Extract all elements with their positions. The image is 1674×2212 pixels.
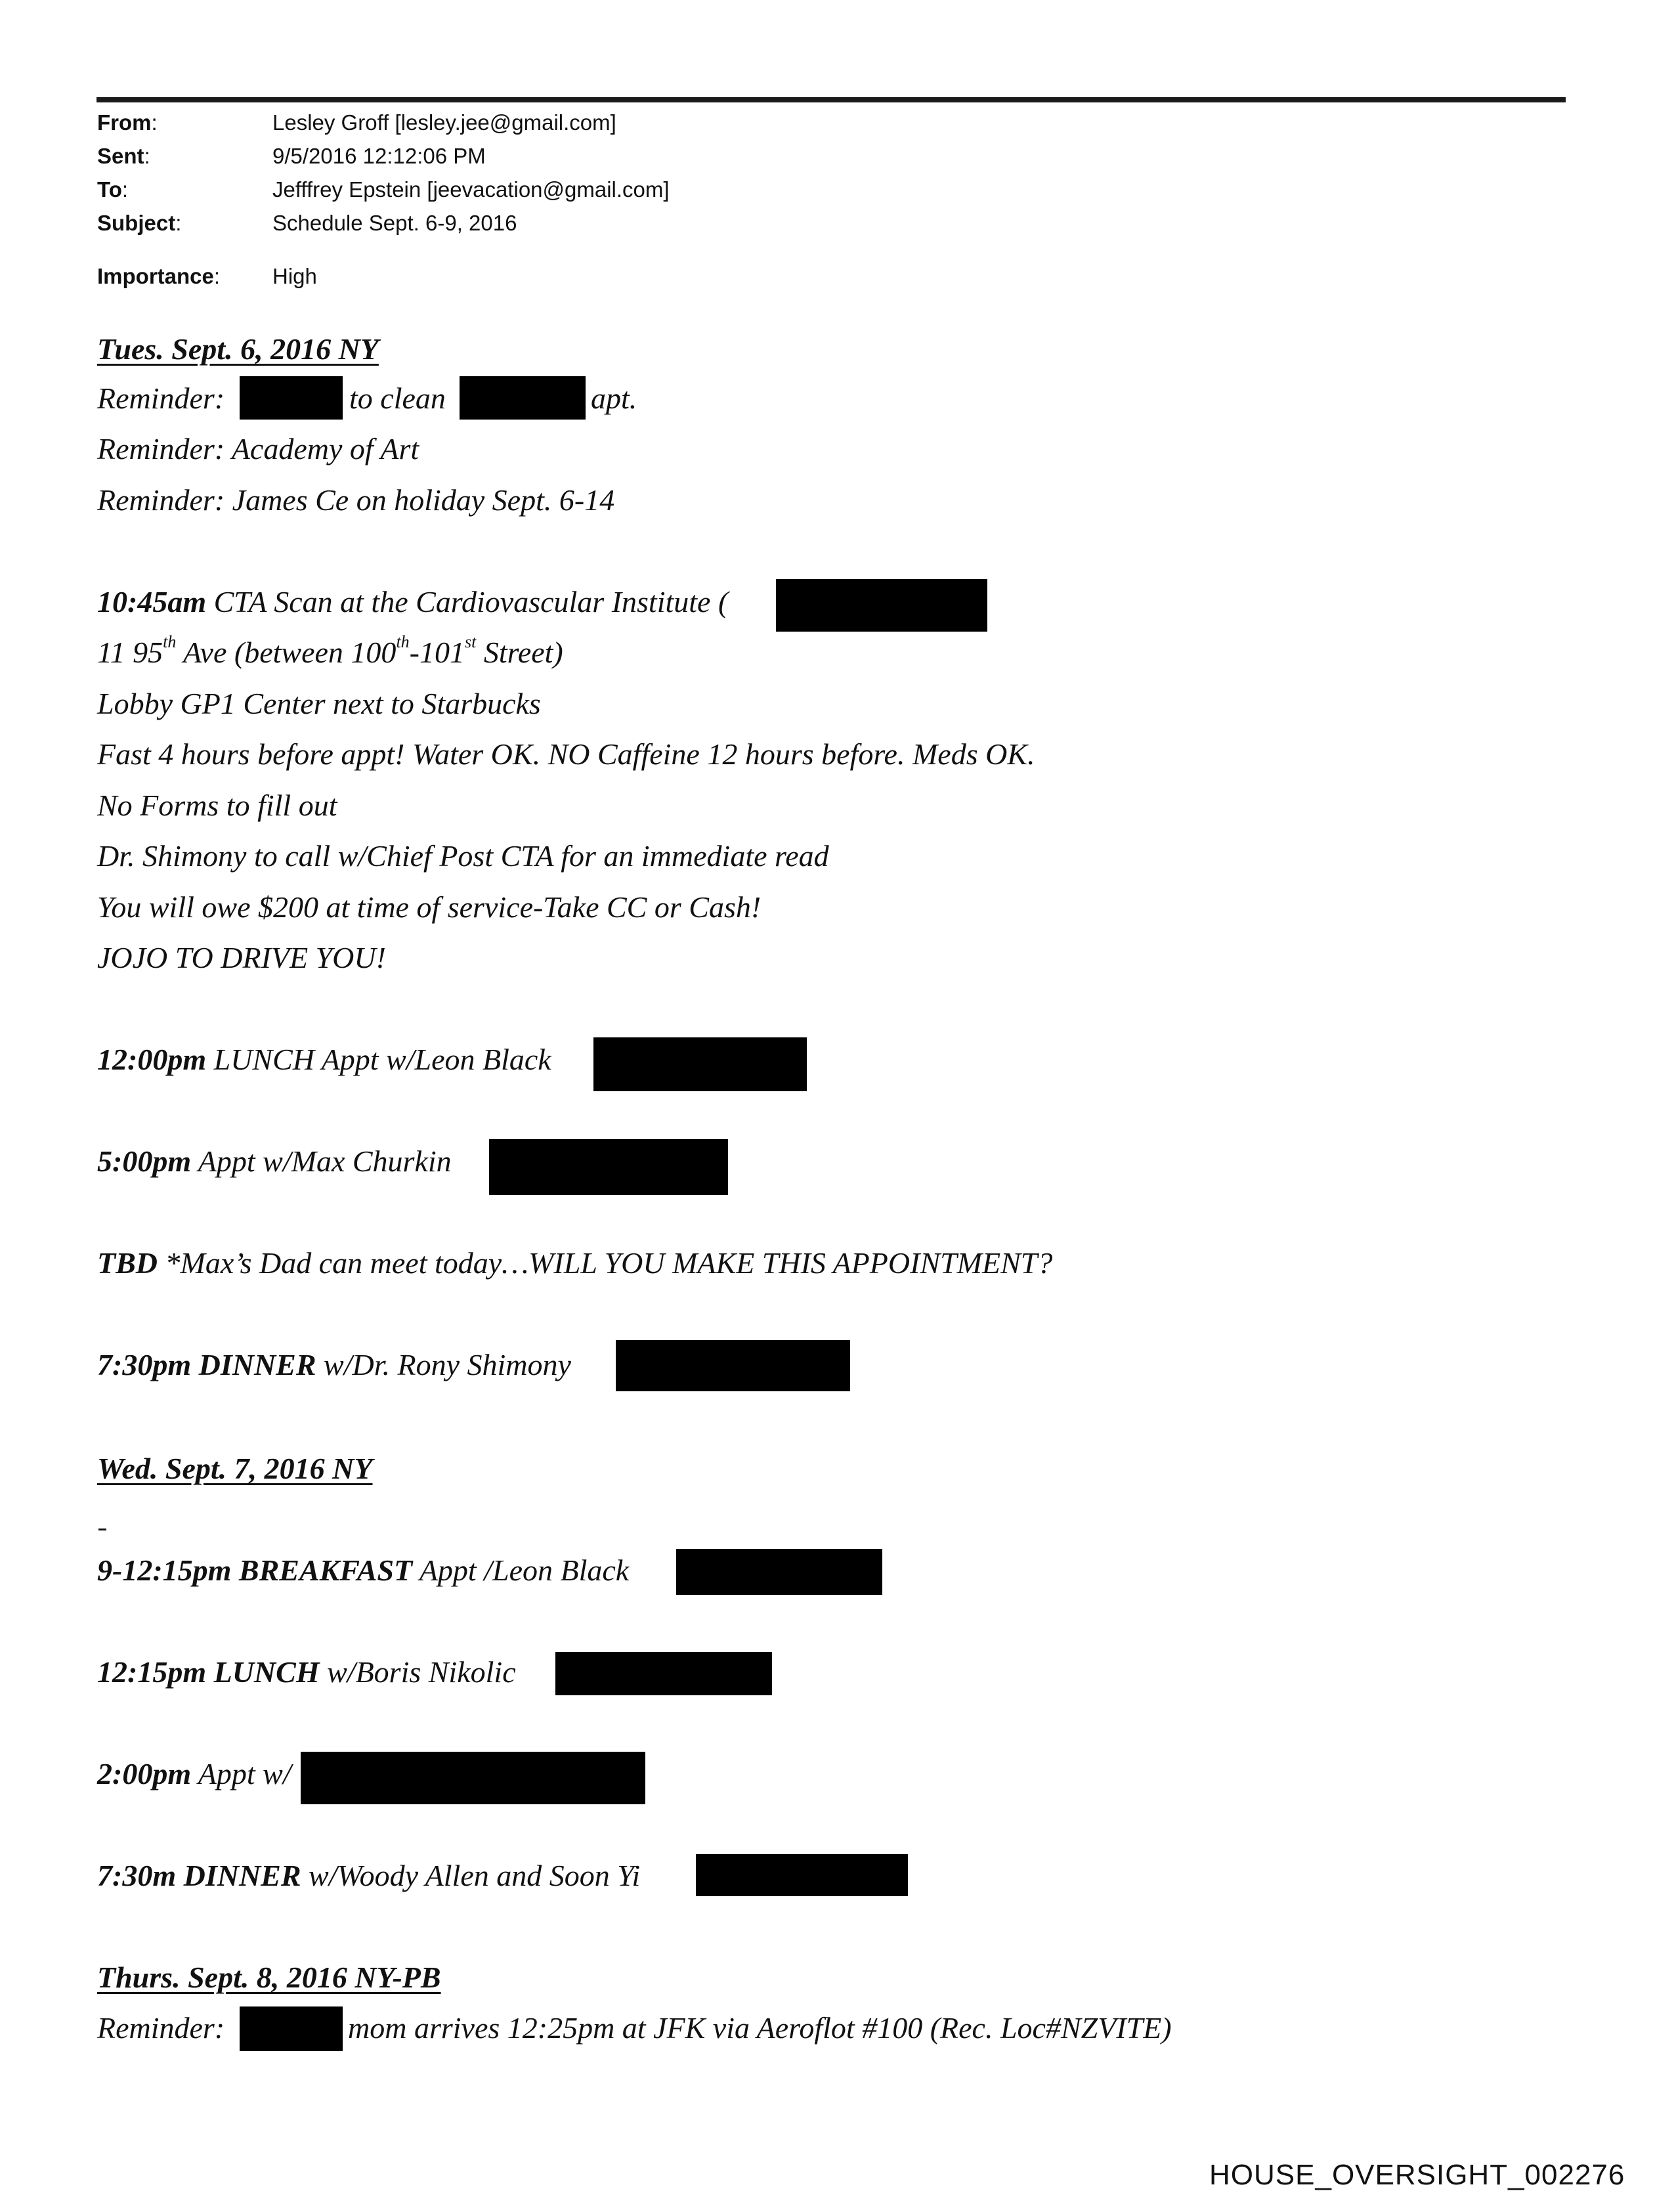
subject-label: Subject: — [97, 211, 182, 235]
day1-lobby: Lobby GP1 Center next to Starbucks — [97, 687, 541, 720]
day1-max: 5:00pm Appt w/Max Churkin — [97, 1144, 452, 1178]
sent-value: 9/5/2016 12:12:06 PM — [272, 144, 486, 168]
day2-breakfast: 9-12:15pm BREAKFAST Appt /Leon Black — [97, 1553, 630, 1587]
day1-reminder1-b: to clean — [349, 381, 446, 415]
subject-value: Schedule Sept. 6-9, 2016 — [272, 211, 517, 235]
day1-reminder1-c: apt. — [591, 381, 637, 415]
day1-reminder2: Reminder: Academy of Art — [97, 432, 419, 466]
redaction-box — [555, 1652, 772, 1695]
day1-tbd: TBD *Max’s Dad can meet today…WILL YOU MAKE THIS APPOINTMENT? — [97, 1246, 1053, 1280]
to-value: Jefffrey Epstein [jeevacation@gmail.com] — [272, 177, 670, 202]
redaction-box — [593, 1037, 807, 1091]
stray-dash — [98, 1529, 106, 1530]
redaction-box — [489, 1139, 728, 1195]
day1-shimony-call: Dr. Shimony to call w/Chief Post CTA for an immediate read — [97, 839, 829, 873]
sent-label: Sent: — [97, 144, 150, 168]
day2-appt: 2:00pm Appt w/ — [97, 1757, 291, 1790]
day1-address: 11 95th Ave (between 100th-101st Street) — [97, 632, 563, 669]
day1-fast: Fast 4 hours before appt! Water OK. NO Caffeine 12 hours before. Meds OK. — [97, 737, 1035, 771]
day1-heading: Tues. Sept. 6, 2016 NY — [97, 332, 379, 366]
day1-cta-line — [97, 584, 728, 619]
day1-reminder3: Reminder: James Ce on holiday Sept. 6-14 — [97, 483, 615, 517]
day2-dinner: 7:30m DINNER w/Woody Allen and Soon Yi — [97, 1859, 641, 1892]
day3-reminder-a: Reminder: — [97, 2011, 225, 2045]
redaction-box — [776, 579, 987, 632]
redaction-box — [240, 376, 343, 420]
day1-forms: No Forms to fill out — [97, 789, 337, 822]
day2-lunch: 12:15pm LUNCH w/Boris Nikolic — [97, 1655, 516, 1689]
redaction-box — [616, 1340, 850, 1391]
day1-cta-time: 10:45am — [97, 585, 207, 618]
to-label: To: — [97, 177, 129, 202]
from-label: From: — [97, 110, 158, 135]
bates-number: HOUSE_OVERSIGHT_002276 — [1209, 2159, 1625, 2191]
redaction-box — [240, 2006, 343, 2051]
day1-lunch: 12:00pm LUNCH Appt w/Leon Black — [97, 1043, 551, 1076]
redaction-box — [696, 1854, 908, 1896]
header-rule — [97, 97, 1566, 102]
day1-cta-text: CTA Scan at the Cardiovascular Institute — [213, 585, 711, 618]
redaction-box — [676, 1549, 882, 1595]
day1-owe: You will owe $200 at time of service-Take CC or Cash! — [97, 890, 762, 924]
importance-value: High — [272, 264, 317, 288]
day1-reminder1-a: Reminder: — [97, 381, 225, 415]
redaction-box — [460, 376, 586, 420]
day2-heading: Wed. Sept. 7, 2016 NY — [97, 1452, 373, 1485]
day1-dinner: 7:30pm DINNER w/Dr. Rony Shimony — [97, 1348, 571, 1381]
day1-cta-paren: ( — [718, 585, 729, 618]
day3-heading: Thurs. Sept. 8, 2016 NY-PB — [97, 1961, 441, 1994]
day3-reminder-b: mom arrives 12:25pm at JFK via Aeroflot #100 (Rec. Loc#NZVITE) — [348, 2011, 1172, 2045]
day1-jojo: JOJO TO DRIVE YOU! — [97, 941, 386, 974]
from-value: Lesley Groff [lesley.jee@gmail.com] — [272, 110, 616, 135]
importance-label: Importance: — [97, 264, 221, 288]
redaction-box — [301, 1752, 645, 1804]
